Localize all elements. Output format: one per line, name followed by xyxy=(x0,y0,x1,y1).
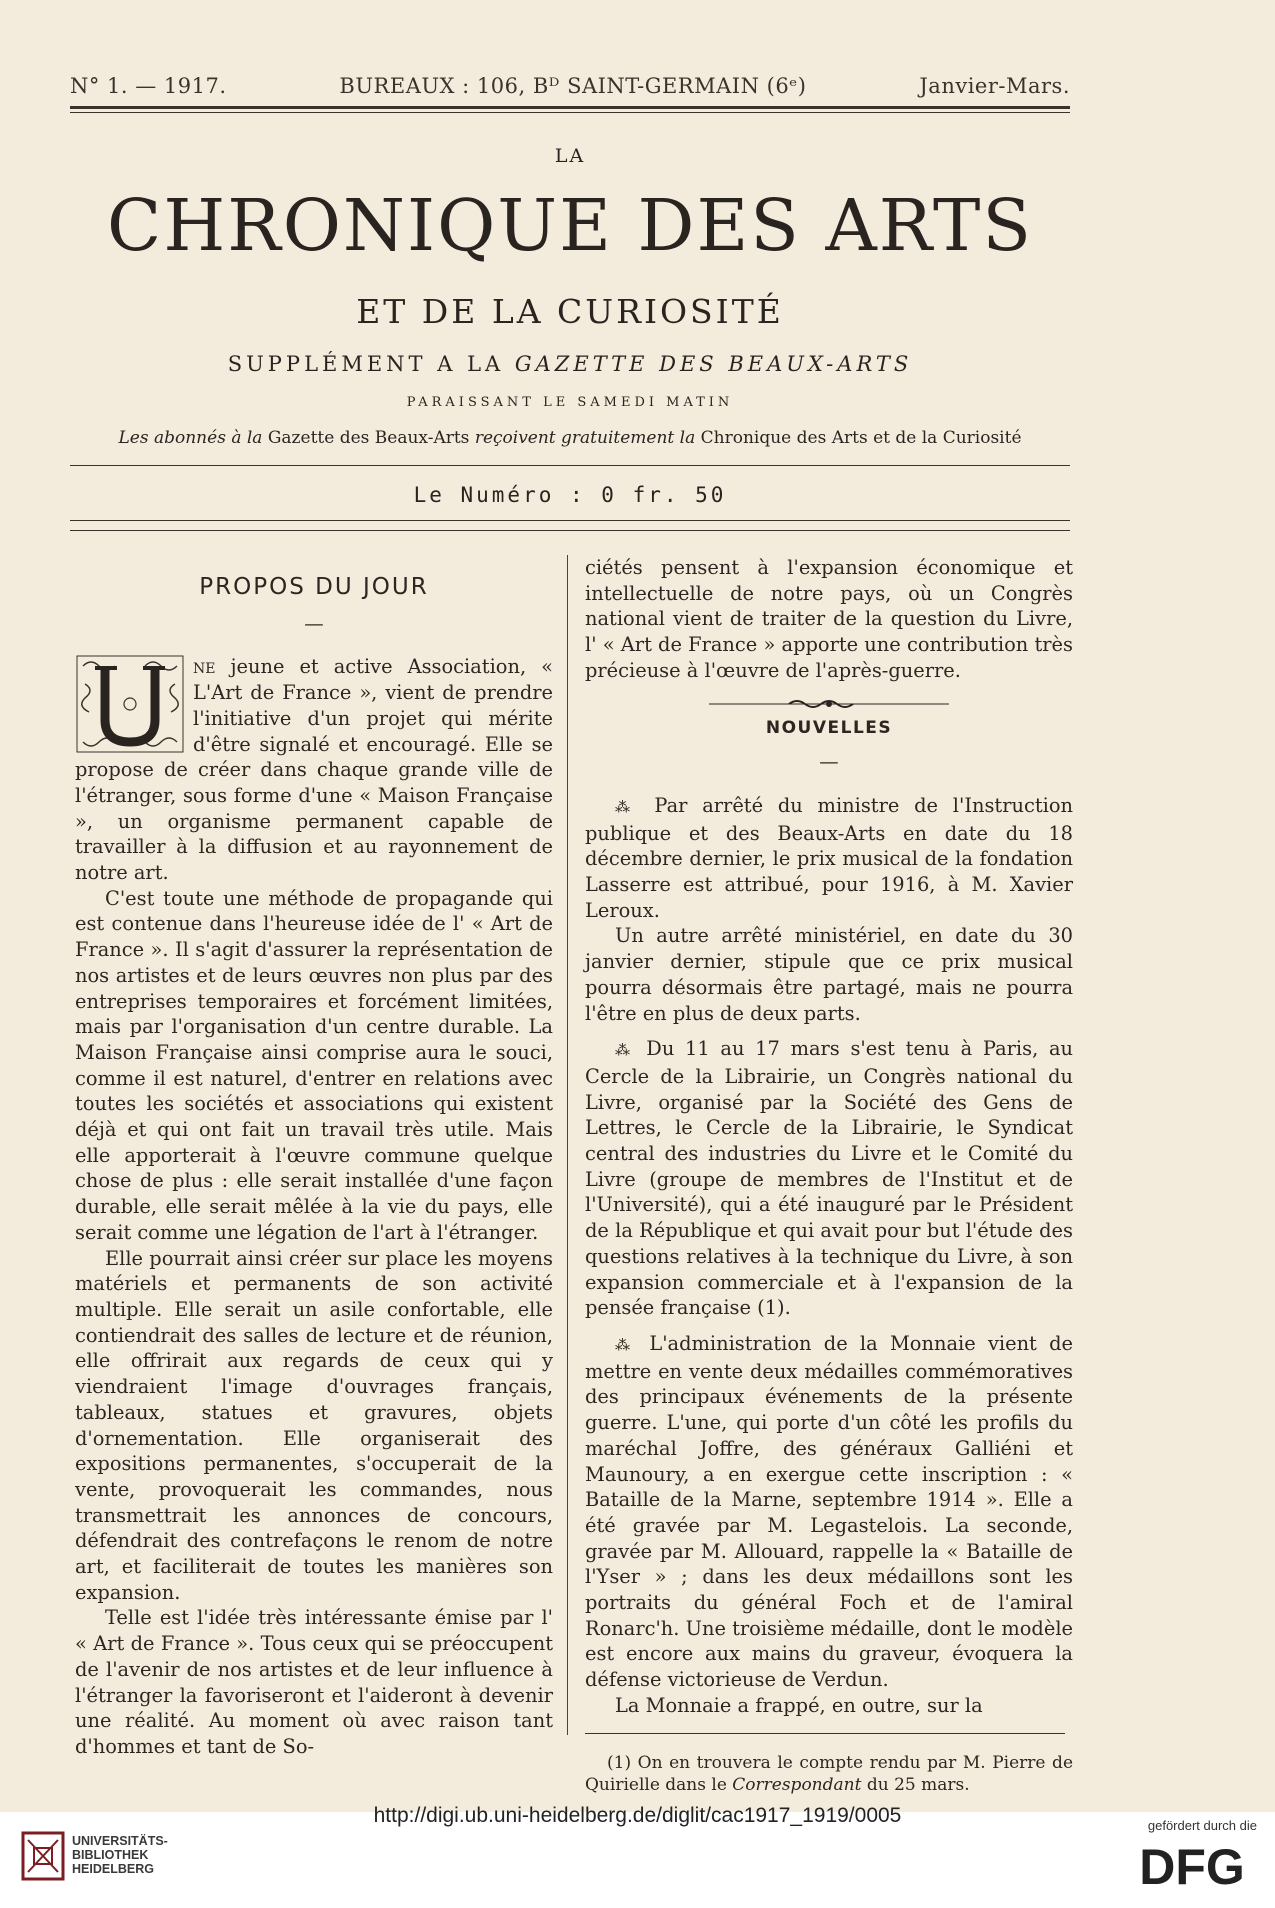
news-item-2 xyxy=(585,1036,1073,1321)
uni-line-2: BIBLIOTHEK xyxy=(72,1848,149,1862)
abonnes-part1: Les abonnés à la xyxy=(118,428,268,448)
p1-text: jeune et active Association, « L'Art de France », vient de prendre l'initiative d'un projet qui mérite d'être signalé et encouragé. Elle se propose de créer dans chaque grande ville de l'étranger, sous forme d'une « Maison Française », un organisme permanent capable de travailler à la diffusion et au rayonnement de notre art. xyxy=(75,655,553,885)
asterism-icon: ⁂ xyxy=(615,1335,638,1354)
dfg-logo xyxy=(1127,1840,1257,1894)
abonnes-part4: Chronique des Arts et de la Curiosité xyxy=(700,428,1022,448)
propos-dash: — xyxy=(304,611,324,635)
propos-heading: PROPOS DU JOUR xyxy=(199,574,429,600)
propos-paragraph-1 xyxy=(75,654,553,885)
price-line: Le Numéro : 0 fr. 50 xyxy=(413,483,727,507)
left-column xyxy=(75,555,553,1760)
propos-paragraph-3: Elle pourrait ainsi créer sur place les moyens matériels et permanents de son activité multiple. Elle serait un asile confortable, elle contiendrait des salles de lecture et de réunion, elle offrirait aux regards de ceux qui y viendraient l'image d'ouvrages français, tableaux, statues et gravures, objets d'ornementation. Elle organiserait des expositions permanentes, s'occuperait de la vente, provoquerait les commandes, nous transmettrait les annonces de concours, défendrait des contrefaçons le renom de notre art, et faciliterait de toutes les manières son expansion. xyxy=(75,1246,553,1604)
news-item-3-text: L'administration de la Monnaie vient de mettre en vente deux médailles commémoratives des principaux événements de la présente guerre. L'une, qui porte d'un côté les profils du maréchal Joffre, des généraux Galliéni et Maunoury, a en exergue cette inscription : « Bataille de la Marne, septembre 1914 ». Elle a été gravée par M. Legastelois. La seconde, gravée par M. Allouard, rappelle la « Bataille de l'Yser » ; dans les deux médaillons sont les portraits du général Foch et de l'amiral Ronarc'h. Une troisième médaille, dont le modèle est encore aux mains du graveur, évoquera la défense victorieuse de Verdun. xyxy=(585,1331,1073,1692)
news-item-3 xyxy=(585,1331,1073,1693)
asterism-icon: ⁂ xyxy=(615,1041,636,1060)
uni-line-1: UNIVERSITÄTS- xyxy=(72,1834,168,1848)
asterism-icon: ⁂ xyxy=(615,797,640,816)
p1-smallcaps: ne xyxy=(193,655,216,679)
supplement-prefix: SUPPLÉMENT A LA xyxy=(227,352,515,376)
funded-by-text: gefördert durch die xyxy=(1147,1818,1257,1833)
source-url-link[interactable]: http://digi.ub.uni-heidelberg.de/diglit/cac1917_1919/0005 xyxy=(373,1804,902,1827)
masthead-la: LA xyxy=(554,145,586,167)
separator-ornament-icon xyxy=(585,692,1073,706)
price-rule-mid xyxy=(70,520,1070,521)
nouvelles-dash: — xyxy=(819,750,839,774)
nouvelles-heading: NOUVELLES xyxy=(765,717,893,738)
news-item-2-text: Du 11 au 17 mars s'est tenu à Paris, au Cercle de la Librairie, un Congrès national du Livre, organisé par la Société des Gens de Lettres, le Cercle de la Librairie, le Syndicat central des industries du Livre et le Comité du Livre (groupe de membres de l'Institut et de l'Université), qui a été inauguré par le Président de la République et qui avait pour but l'étude des questions relatives à la technique du Livre, à son expansion commerciale et à l'expansion de la pensée française (1). xyxy=(585,1037,1074,1320)
footnote-part3: du 25 mars. xyxy=(861,1774,970,1795)
header-rule-thick xyxy=(70,106,1070,109)
supplement-journal: GAZETTE DES BEAUX-ARTS xyxy=(514,352,913,376)
price-rule-bottom xyxy=(70,530,1070,531)
university-seal-icon xyxy=(20,1830,66,1886)
subscribers-line xyxy=(70,428,1070,448)
issue-number: N° 1. — 1917. xyxy=(70,74,227,98)
masthead-subtitle: ET DE LA CURIOSITÉ xyxy=(356,292,784,331)
ornate-dropcap-u-icon xyxy=(75,654,185,754)
footnote-part1: (1) On en trouvera le compte rendu par M. Pierre de Quirielle dans le xyxy=(585,1752,1073,1795)
footnote-rule xyxy=(585,1733,1065,1734)
news-item-1b: Un autre arrêté ministériel, en date du 30 janvier dernier, stipule que ce prix musical pourra désormais être partagé, mais ne pourra l'être en plus de deux parts. xyxy=(585,924,1073,1025)
propos-paragraph-5: ciétés pensent à l'expansion économique et intellectuelle de notre pays, où un Congrès national vient de traiter de la question du Livre, l' « Art de France » apporte une contribution très précieuse à l'œuvre de l'après-guerre. xyxy=(585,556,1073,682)
footnote xyxy=(585,1752,1073,1796)
issue-period: Janvier-Mars. xyxy=(919,74,1070,98)
uni-line-3: HEIDELBERG xyxy=(72,1862,154,1876)
issue-header-line xyxy=(70,74,1070,98)
news-item-1 xyxy=(585,793,1073,924)
column-divider xyxy=(567,555,568,1735)
dfg-logo-text: DFG xyxy=(1139,1840,1245,1890)
footnote-part2: Correspondant xyxy=(732,1774,862,1795)
propos-paragraph-4: Telle est l'idée très intéressante émise par l' « Art de France ». Tous ceux qui se préoccupent de l'avenir de nos artistes et de leur influence à l'étranger la favoriseront et l'aideront à devenir une réalité. Au moment où avec raison tant d'hommes et tant de So- xyxy=(75,1606,553,1758)
news-item-3b: La Monnaie a frappé, en outre, sur la xyxy=(615,1693,983,1717)
abonnes-part2: Gazette des Beaux-Arts xyxy=(267,428,475,448)
parution-line: PARAISSANT LE SAMEDI MATIN xyxy=(406,395,734,410)
bureaux-address: BUREAUX : 106, Bᴰ SAINT-GERMAIN (6ᵉ) xyxy=(339,74,807,98)
supplement-line xyxy=(70,352,1070,376)
university-name xyxy=(72,1834,168,1876)
price-rule-top xyxy=(70,465,1070,466)
header-rule-thin xyxy=(70,112,1070,113)
abonnes-part3: reçoivent gratuitement la xyxy=(474,428,701,448)
propos-paragraph-2: C'est toute une méthode de propagande qui est contenue dans l'heureuse idée de l' « Art de France ». Il s'agit d'assurer la représentation de nos artistes et de leurs œuvres non plus par des entreprises temporaires et forcément limitées, mais par l'organisation d'un centre durable. La Maison Française ainsi comprise aura le souci, comme il est naturel, d'entrer en relations avec toutes les sociétés et associations qui existent déjà et qui ont fait un travail très utile. Mais elle apporterait à l'œuvre commune quelque chose de plus : elle serait installée d'une façon durable, elle serait mêlée à la vie du pays, elle serait comme une légation de l'art à l'étranger. xyxy=(75,886,553,1244)
news-item-1-text: Par arrêté du ministre de l'Instruction publique et des Beaux-Arts en date du 18 décembre dernier, le prix musical de la fondation Lasserre est attribué, pour 1916, à M. Xavier Leroux. xyxy=(585,793,1073,922)
masthead-title: CHRONIQUE DES ARTS xyxy=(107,184,1033,267)
right-column xyxy=(585,555,1073,1796)
